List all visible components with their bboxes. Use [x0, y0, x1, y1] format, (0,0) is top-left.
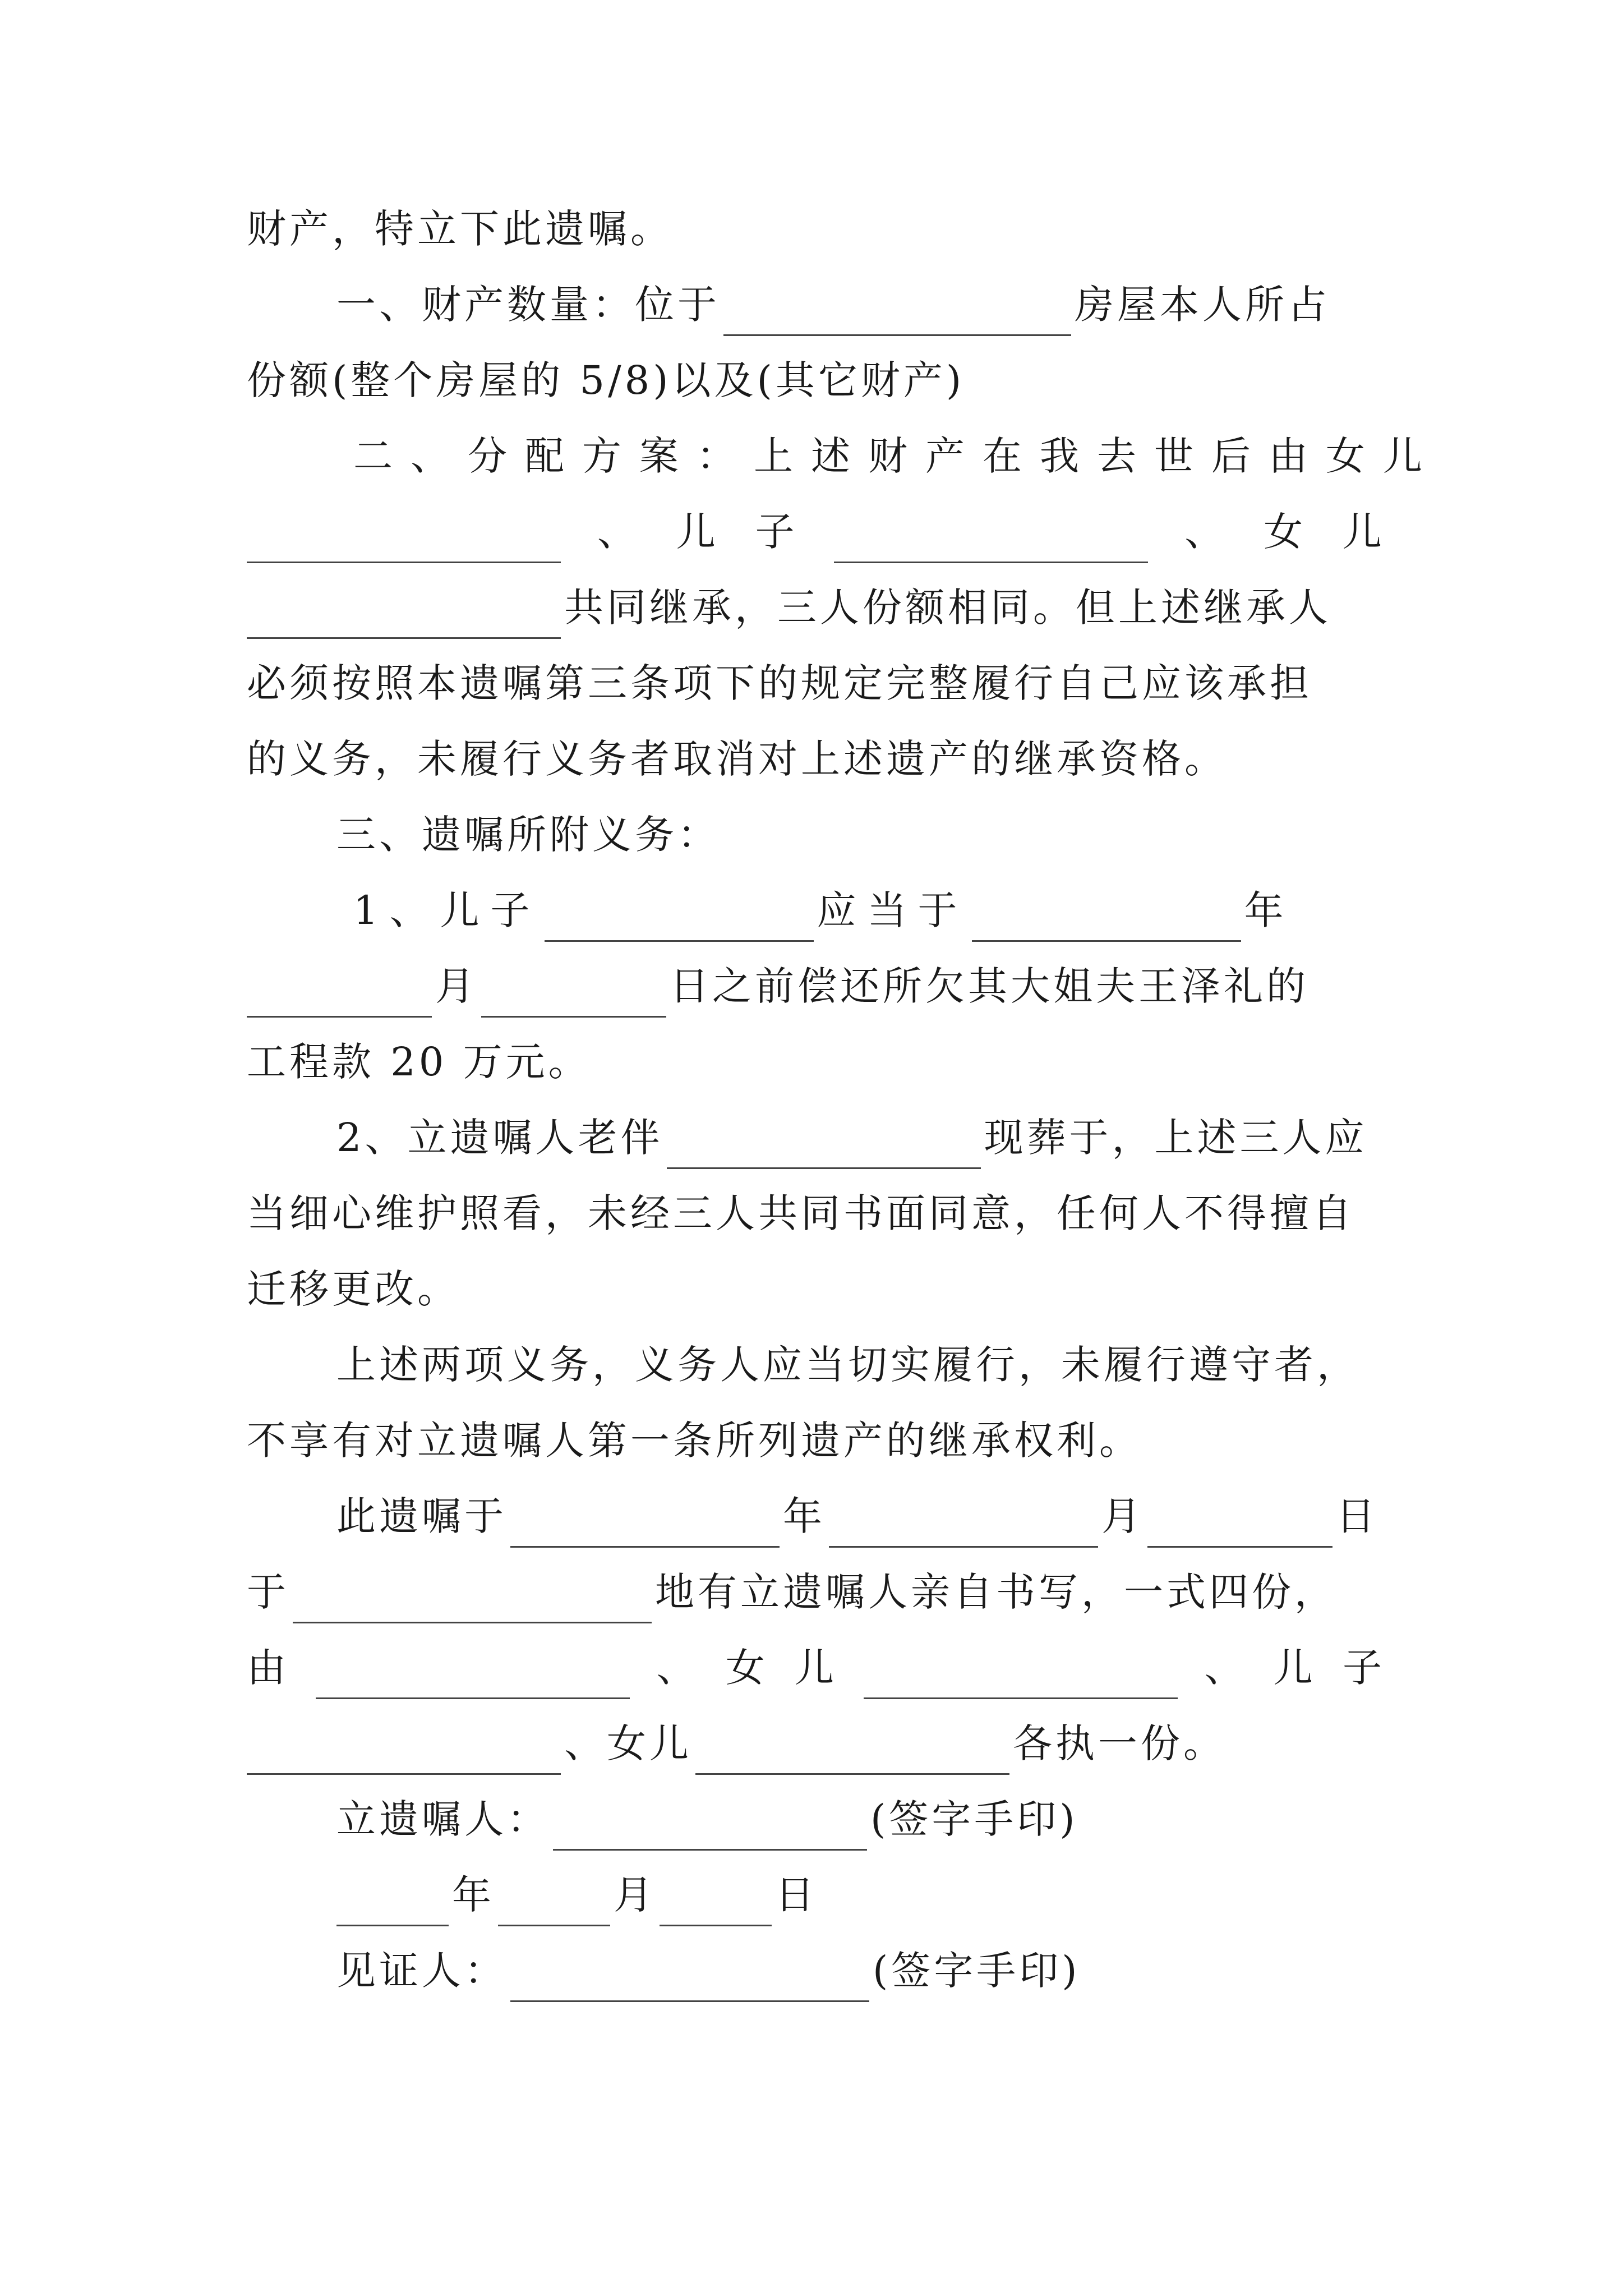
text: 一、财产数量：位于 [336, 282, 720, 328]
will-month-blank[interactable] [829, 1500, 1098, 1548]
holder-4-blank[interactable] [695, 1727, 1009, 1775]
text: 共同继承，三人份额相同。但上述继承人 [564, 585, 1331, 631]
text: 、 [597, 509, 640, 555]
obligation-1 [353, 879, 1385, 942]
obligation-2-continued [247, 1182, 1385, 1245]
house-location-blank[interactable] [723, 288, 1071, 336]
witness-signature-blank[interactable] [510, 1954, 869, 2002]
clause-3-heading [336, 803, 1385, 866]
text: 不享有对立遗嘱人第一条所列遗产的继承权利。 [247, 1418, 1142, 1464]
paragraph-intro-end [247, 197, 1385, 260]
text: (签字手印) [873, 1948, 1081, 1994]
signature-year-blank[interactable] [336, 1879, 449, 1926]
obligation-2 [336, 1106, 1385, 1169]
son-name-blank[interactable] [834, 516, 1148, 563]
text: 儿 [795, 1645, 837, 1691]
spouse-name-blank[interactable] [667, 1121, 981, 1169]
text: 必须按照本遗嘱第三条项下的规定完整履行自己应该承担 [247, 660, 1312, 706]
text: 日 [1336, 1493, 1378, 1539]
signature-month-blank[interactable] [498, 1879, 610, 1926]
text: 、女儿 [564, 1720, 692, 1766]
son-name-blank-2[interactable] [545, 894, 814, 942]
text: 日之前偿还所欠其大姐夫王泽礼的 [670, 963, 1309, 1009]
text: 此遗嘱于 [336, 1493, 507, 1539]
text: 年 [783, 1493, 826, 1539]
text: (签字手印) [870, 1796, 1078, 1842]
obligation-1-continued [247, 1030, 1385, 1093]
text: 应当于 [817, 887, 969, 933]
day-blank[interactable] [481, 970, 666, 1018]
obligation-1-continued [247, 955, 1385, 1018]
text: 、 [656, 1645, 699, 1691]
text: 子 [755, 509, 798, 555]
signature-date-line [336, 1864, 1385, 1926]
text: 年 [1244, 887, 1295, 933]
clause-1-property-quantity [336, 273, 1385, 336]
daughter-name-blank[interactable] [247, 516, 561, 563]
text: 由 [247, 1645, 289, 1691]
text: 二、分配方案：上述财产在我去世后由女儿 [353, 433, 1440, 479]
text: 日 [775, 1872, 818, 1918]
text: 子 [1343, 1645, 1385, 1691]
will-place-line [247, 1561, 1385, 1623]
signature-day-blank[interactable] [660, 1879, 772, 1926]
month-blank[interactable] [247, 970, 432, 1018]
copies-holders-continued [247, 1712, 1385, 1775]
will-year-blank[interactable] [510, 1500, 780, 1548]
daughter2-name-blank[interactable] [247, 591, 561, 639]
clause-1-continued [247, 349, 1385, 412]
testator-signature-blank[interactable] [553, 1803, 867, 1851]
text: 迁移更改。 [247, 1266, 460, 1312]
text: 三、遗嘱所附义务： [336, 812, 720, 858]
year-blank[interactable] [972, 894, 1241, 942]
witness-signature-line [336, 1939, 1385, 2002]
text: 的义务，未履行义务者取消对上述遗产的继承资格。 [247, 736, 1227, 782]
text: 见证人： [336, 1948, 507, 1994]
clause-2-continued [247, 728, 1385, 790]
holder-2-blank[interactable] [864, 1651, 1178, 1699]
obligations-summary [336, 1333, 1385, 1396]
text: 于 [247, 1569, 289, 1615]
text: 、 [1184, 509, 1228, 555]
text: 月 [614, 1872, 656, 1918]
text: 立遗嘱人： [336, 1796, 550, 1842]
text: 现葬于，上述三人应 [984, 1115, 1368, 1161]
text: 儿 [676, 509, 719, 555]
testator-signature-line [336, 1788, 1385, 1851]
clause-2-distribution [353, 425, 1440, 487]
clause-2-continued [247, 652, 1385, 715]
text: 各执一份。 [1013, 1720, 1226, 1766]
text: 月 [1101, 1493, 1144, 1539]
obligation-2-continued [247, 1258, 1385, 1320]
text: 房屋本人所占 [1075, 282, 1330, 328]
text: 份额(整个房屋的 5/8)以及(其它财产) [247, 357, 965, 403]
place-blank[interactable] [293, 1576, 652, 1623]
text: 、 [1204, 1645, 1247, 1691]
text: 上述两项义务，义务人应当切实履行，未履行遵守者， [336, 1342, 1359, 1388]
text: 工程款 20 万元。 [247, 1039, 591, 1085]
text: 当细心维护照看，未经三人共同书面同意，任何人不得擅自 [247, 1190, 1355, 1236]
clause-2-heirs-line [247, 500, 1385, 563]
text: 财产，特立下此遗嘱。 [247, 206, 673, 252]
will-day-blank[interactable] [1147, 1500, 1332, 1548]
holder-1-blank[interactable] [316, 1651, 630, 1699]
obligations-summary-continued [247, 1409, 1385, 1472]
text: 儿 [1273, 1645, 1316, 1691]
text: 地有立遗嘱人亲自书写，一式四份， [655, 1569, 1337, 1615]
clause-2-continued [247, 576, 1385, 639]
text: 1、儿子 [353, 887, 541, 933]
text: 年 [452, 1872, 495, 1918]
copies-holders-line [247, 1636, 1385, 1699]
text: 女 [1264, 509, 1307, 555]
holder-3-blank[interactable] [247, 1727, 561, 1775]
text: 儿 [1342, 509, 1385, 555]
will-date-line [336, 1485, 1385, 1548]
text: 女 [725, 1645, 768, 1691]
text: 2、立遗嘱人老伴 [336, 1115, 663, 1161]
text: 月 [435, 963, 478, 1009]
